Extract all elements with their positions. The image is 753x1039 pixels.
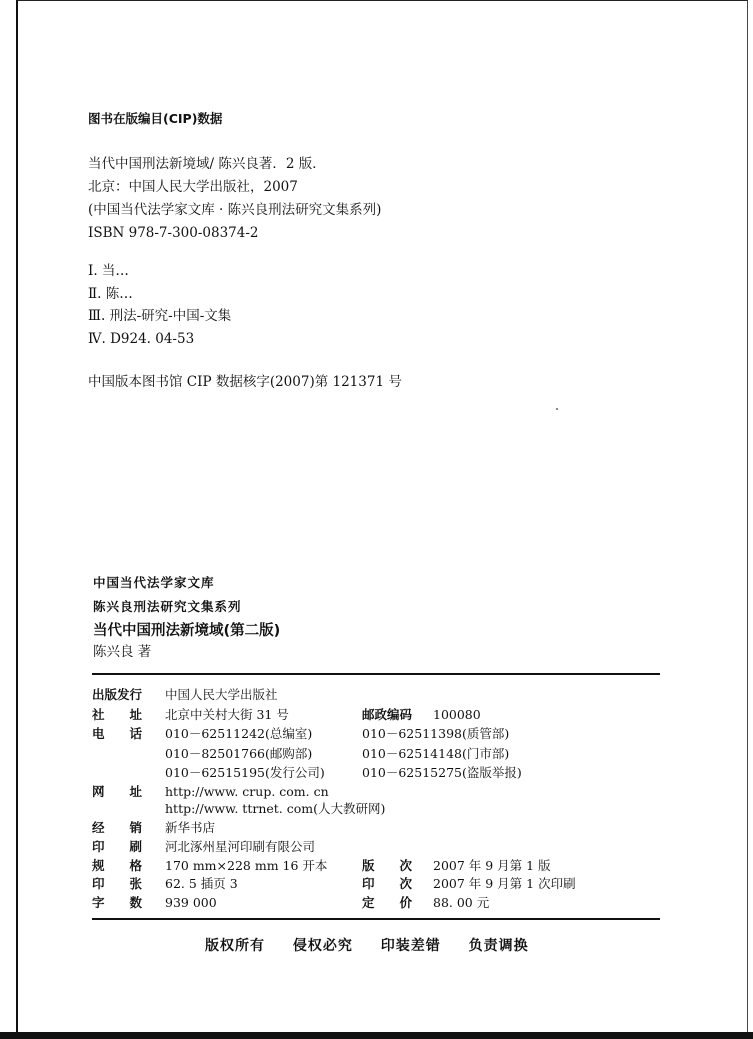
cip-subject: Ⅳ. D924. 04-53 (88, 331, 195, 347)
copyright-text: 侵权必究 (292, 938, 353, 954)
price: 88. 00 元 (433, 895, 490, 910)
edition-label: 版 次 (362, 858, 413, 873)
rule-top (92, 673, 660, 675)
rule-bottom (92, 918, 660, 920)
copyright-text: 印装差错 (380, 938, 441, 954)
address: 北京中关村大街 31 号 (165, 707, 289, 722)
phone: 010－62515275(盗版举报) (362, 765, 522, 780)
book-author: 陈兴良 著 (93, 644, 152, 660)
publisher: 中国人民大学出版社 (165, 687, 278, 702)
publisher-label: 出版发行 (92, 687, 143, 702)
scan-speck (556, 408, 558, 410)
edition: 2007 年 9 月第 1 版 (433, 858, 551, 873)
cip-line: 当代中国刑法新境域/ 陈兴良著．2 版． (88, 156, 326, 172)
phone: 010－82501766(邮购部) (165, 746, 313, 761)
cip-line: 北京：中国人民大学出版社，2007 (88, 179, 298, 195)
cip-line: (中国当代法学家文库 · 陈兴良刑法研究文集系列) (88, 202, 382, 218)
format-label: 规 格 (92, 858, 143, 873)
postcode: 100080 (433, 707, 481, 722)
web-label: 网 址 (92, 784, 143, 799)
distributor: 新华书店 (165, 820, 216, 835)
copyright-notice (205, 935, 551, 955)
cip-line: ISBN 978-7-300-08374-2 (88, 225, 259, 241)
printer: 河北涿州星河印刷有限公司 (165, 839, 316, 854)
cip-subject: Ⅲ. 刑法-研究-中国-文集 (88, 308, 232, 324)
cip-subject: Ⅰ. 当… (88, 263, 129, 279)
series-name: 中国当代法学家文库 (93, 575, 215, 590)
distributor-label: 经 销 (92, 820, 143, 835)
web-address: http://www. ttrnet. com(人大教研网) (165, 801, 386, 816)
postcode-label: 邮政编码 (362, 707, 413, 722)
sheets: 62. 5 插页 3 (165, 876, 238, 891)
words-label: 字 数 (92, 895, 143, 910)
web-address: http://www. crup. com. cn (165, 784, 329, 799)
cip-record: 中国版本图书馆 CIP 数据核字(2007)第 121371 号 (88, 374, 402, 390)
scan-edge (0, 1032, 753, 1039)
phone-label: 电 话 (92, 726, 143, 741)
phone: 010－62514148(门市部) (362, 746, 510, 761)
address-label: 社 址 (92, 707, 143, 722)
copyright-text: 版权所有 (205, 938, 265, 954)
series-subname: 陈兴良刑法研究文集系列 (93, 599, 242, 614)
cip-heading: 图书在版编目(CIP)数据 (88, 111, 223, 126)
price-label: 定 价 (362, 895, 413, 910)
copyright-text: 负责调换 (468, 938, 529, 954)
phone: 010－62511398(质管部) (362, 726, 510, 741)
printing-label: 印 次 (362, 876, 413, 891)
book-title: 当代中国刑法新境域(第二版) (93, 623, 281, 639)
word-count: 939 000 (165, 895, 217, 910)
phone: 010－62515195(发行公司) (165, 765, 325, 780)
printing: 2007 年 9 月第 1 次印刷 (433, 876, 576, 891)
format: 170 mm×228 mm 16 开本 (165, 858, 328, 873)
cip-subject: Ⅱ. 陈… (88, 286, 133, 302)
sheets-label: 印 张 (92, 876, 143, 891)
printer-label: 印 刷 (92, 839, 143, 854)
phone: 010－62511242(总编室) (165, 726, 313, 741)
